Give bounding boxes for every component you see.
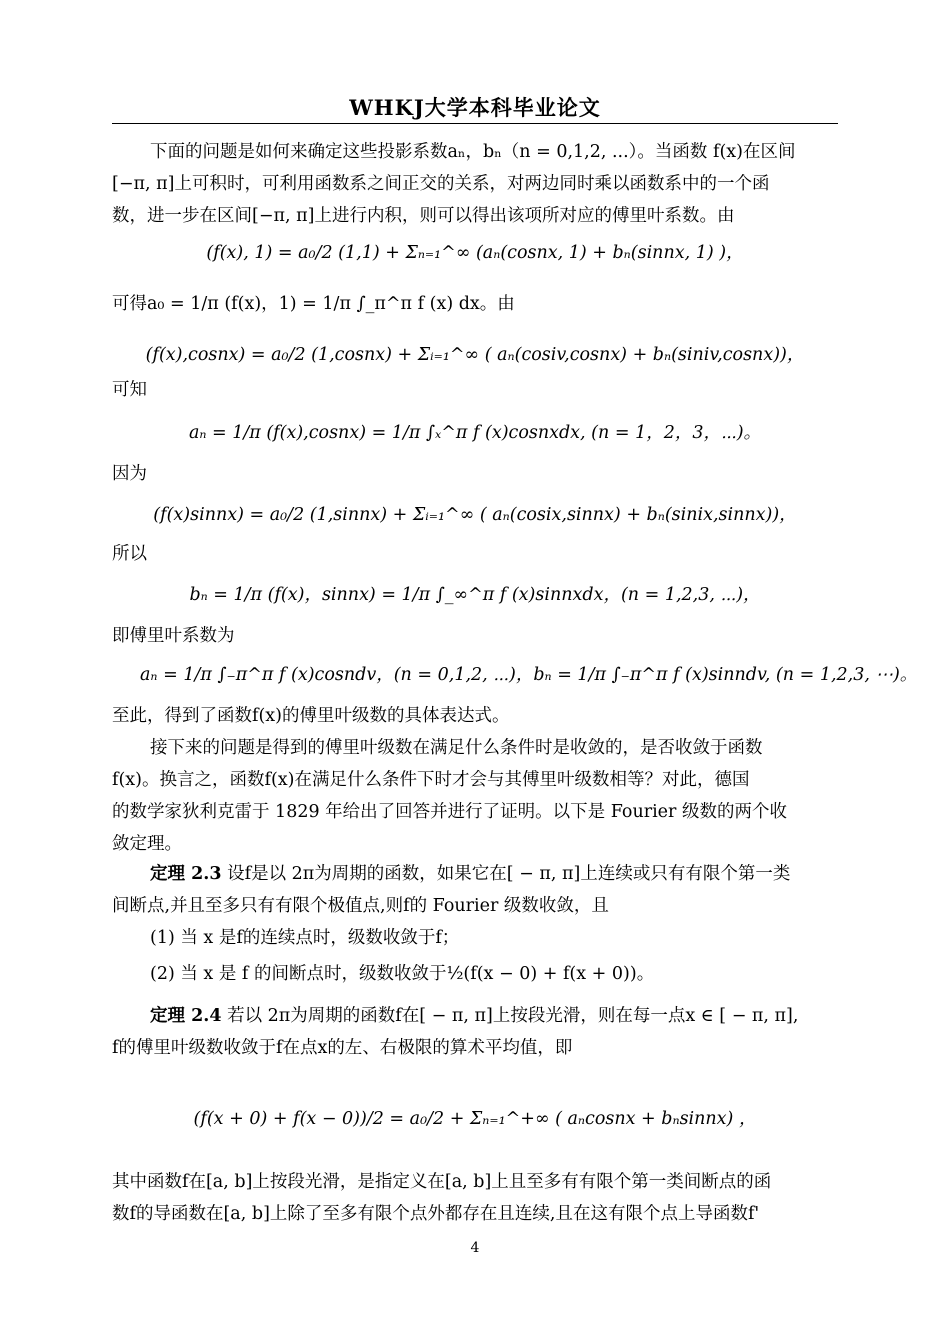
paragraph-line: 接下来的问题是得到的傅里叶级数在满足什么条件时是收敛的，是否收敛于函数 bbox=[150, 738, 763, 758]
paragraph-line: 数f的导函数在[a, b]上除了至多有限个点外都存在且连续,且在这有限个点上导函数f' bbox=[112, 1204, 760, 1224]
equation-6: aₙ = 1/π ∫₋π^π f (x)cosndv，(n = 0,1,2, ⋯)，bₙ = 1/π ∫₋π^π f (x)sinndv, (n = 1,2,3, ⋯)。 bbox=[140, 665, 918, 685]
paragraph-line: [−π, π]上可积时，可利用函数系之间正交的关系，对两边同时乘以函数系中的一个函 bbox=[112, 174, 770, 194]
equation-2: (f(x),cosnx) = a₀/2 (1,cosnx) + Σᵢ₌₁^∞ ( aₙ(cosiv,cosnx) + bₙ(siniv,cosnx))， bbox=[145, 345, 805, 365]
equation-4: (f(x)sinnx) = a₀/2 (1,sinnx) + Σᵢ₌₁^∞ ( aₙ(cosix,sinnx) + bₙ(sinix,sinnx))， bbox=[153, 505, 797, 525]
theorem-label: 定理 2.4 bbox=[150, 1006, 222, 1026]
theorem-2-4-line bbox=[150, 1004, 798, 1028]
theorem-2-3-line bbox=[150, 862, 790, 886]
equation-3: aₙ = 1/π (f(x),cosnx) = 1/π ∫ₓ^π f (x)cosnxdx, (n = 1，2，3，⋯)。 bbox=[188, 423, 762, 443]
page-header: WHKJ大学本科毕业论文 bbox=[349, 95, 601, 120]
paragraph-line: f(x)。换言之，函数f(x)在满足什么条件下时才会与其傅里叶级数相等？对此，德国 bbox=[112, 770, 750, 790]
paragraph-line: 可知 bbox=[112, 380, 147, 400]
paragraph-line: 因为 bbox=[112, 464, 147, 484]
theorem-text: 若以 2π为周期的函数f在[ − π, π]上按段光滑，则在每一点x ∈ [ − π, π], bbox=[221, 1006, 799, 1026]
paragraph-line: 数，进一步在区间[−π, π]上进行内积，则可以得出该项所对应的傅里叶系数。由 bbox=[112, 206, 735, 226]
list-item: (1) 当 x 是f的连续点时，级数收敛于f； bbox=[150, 928, 460, 948]
paragraph-line: 至此，得到了函数f(x)的傅里叶级数的具体表达式。 bbox=[112, 706, 510, 726]
equation-7: (f(x + 0) + f(x − 0))/2 = a₀/2 + Σₙ₌₁^+∞ ( aₙcosnx + bₙsinnx) ， bbox=[193, 1109, 757, 1129]
paragraph-line: 所以 bbox=[112, 544, 147, 564]
header-rule bbox=[112, 123, 838, 124]
paragraph-line: 的数学家狄利克雷于 1829 年给出了回答并进行了证明。以下是 Fourier 级数的两个收 bbox=[112, 802, 787, 822]
paragraph-line: 其中函数f在[a, b]上按段光滑，是指定义在[a, b]上且至多有有限个第一类间断点的函 bbox=[112, 1172, 772, 1192]
paragraph-line: 间断点,并且至多只有有限个极值点,则f的 Fourier 级数收敛，且 bbox=[112, 896, 609, 916]
theorem-label: 定理 2.3 bbox=[150, 864, 222, 884]
paragraph-line: 可得a₀ = 1/π (f(x)，1) = 1/π ∫_π^π f (x) dx。由 bbox=[112, 294, 515, 314]
list-item: (2) 当 x 是 f 的间断点时，级数收敛于½(f(x − 0) + f(x + 0))。 bbox=[150, 964, 655, 984]
page-number: 4 bbox=[470, 1240, 480, 1256]
paragraph-line: 敛定理。 bbox=[112, 834, 182, 854]
paragraph-line: 即傅里叶系数为 bbox=[112, 626, 235, 646]
theorem-text: 设f是以 2π为周期的函数，如果它在[ − π, π]上连续或只有有限个第一类 bbox=[221, 864, 791, 884]
paragraph-line: 下面的问题是如何来确定这些投影系数aₙ，bₙ（n = 0,1,2, ...）。当函数 f(x)在区间 bbox=[150, 142, 796, 162]
equation-5: bₙ = 1/π (f(x)，sinnx) = 1/π ∫_∞^π f (x)sinnxdx，(n = 1,2,3, ⋯)， bbox=[189, 585, 761, 605]
equation-1: (f(x), 1) = a₀/2 (1,1) + Σₙ₌₁^∞ (aₙ(cosnx, 1) + bₙ(sinnx, 1) )， bbox=[206, 243, 744, 263]
paragraph-line: f的傅里叶级数收敛于f在点x的左、右极限的算术平均值，即 bbox=[112, 1038, 573, 1058]
